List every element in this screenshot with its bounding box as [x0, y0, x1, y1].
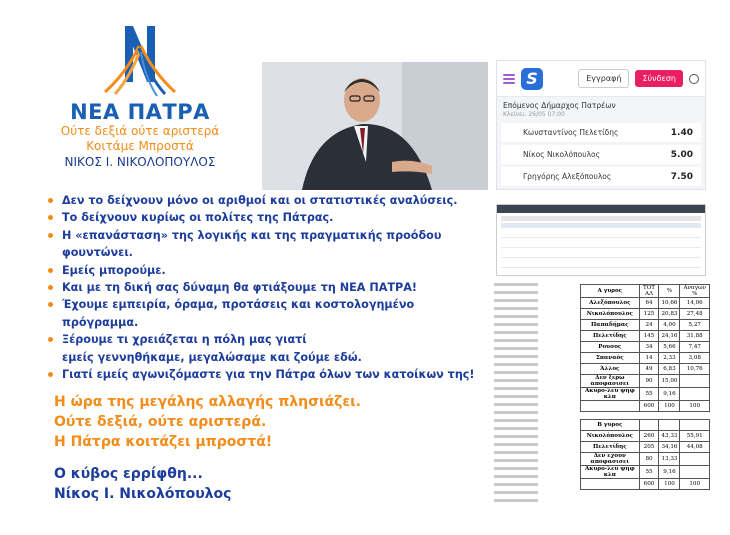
results-line — [501, 258, 701, 268]
cell: 31,88 — [680, 331, 710, 342]
search-icon[interactable] — [689, 74, 699, 84]
cell: Πελετίδης — [581, 331, 640, 342]
table-row — [581, 353, 710, 364]
bookmaker-logo-icon: S — [521, 68, 543, 90]
cell: 14 — [639, 353, 659, 364]
candidate-portrait-icon — [262, 62, 488, 190]
table-row — [581, 309, 710, 320]
cell: 145 — [639, 331, 659, 342]
cell — [581, 479, 640, 490]
message-bullets — [46, 192, 486, 383]
cell: Δεν ξερω αποφασισει — [581, 375, 640, 388]
odds-price: 7.50 — [670, 171, 693, 182]
cell: 7,47 — [680, 342, 710, 353]
odds-candidate: Γρηγόρης Αλεξόπουλος — [523, 172, 612, 181]
table-row — [581, 320, 710, 331]
table-row — [581, 388, 710, 401]
cell: 205 — [639, 442, 659, 453]
cell: Νικολόπουλος — [581, 431, 640, 442]
cell: Ακυρο-λευ ψηφ κλπ — [581, 466, 640, 479]
table-header-row — [581, 285, 710, 298]
odds-candidate: Νίκος Νικολόπουλος — [523, 150, 600, 159]
table-row — [581, 298, 710, 309]
cell: 3,08 — [680, 353, 710, 364]
cell: 49 — [639, 364, 659, 375]
cell: Νικολόπουλος — [581, 309, 640, 320]
register-button[interactable]: Εγγραφή — [578, 69, 629, 88]
table-row — [581, 364, 710, 375]
odds-row[interactable] — [501, 167, 701, 186]
table-row — [581, 401, 710, 412]
odds-candidate: Κωνσταντίνος Πελετίδης — [523, 128, 619, 137]
table-header: Αναγων % — [680, 285, 710, 298]
cell — [680, 453, 710, 466]
results-subbar — [501, 216, 701, 221]
cell: Ρουσος — [581, 342, 640, 353]
party-emblem-icon — [97, 18, 183, 98]
cell: 100 — [680, 401, 710, 412]
table-row — [581, 331, 710, 342]
bullet-item: Το δείχνουν κυρίως οι πολίτες της Πάτρας. — [46, 209, 486, 226]
closing-orange-line: Ούτε δεξιά, ούτε αριστερά. — [54, 414, 267, 430]
closing-orange-line: Η Πάτρα κοιτάζει μπροστά! — [54, 434, 273, 450]
cell: 5,27 — [680, 320, 710, 331]
cell: Σπαναός — [581, 353, 640, 364]
cell: 125 — [639, 309, 659, 320]
cell: 64 — [639, 298, 659, 309]
poll-table — [580, 284, 710, 490]
closing-blue-line: Ο κύβος ερρίφθη... — [54, 466, 203, 482]
table-row — [581, 342, 710, 353]
cell: 2,33 — [659, 353, 680, 364]
bullet-item: Ξέρουμε τι χρειάζεται η πόλη μας γιατί — [46, 331, 486, 348]
cell: 260 — [639, 431, 659, 442]
cell: 24,16 — [659, 331, 680, 342]
party-logo — [40, 18, 240, 178]
bullet-item: Δεν το δείχνουν μόνο οι αριθμοί και οι στατιστικές αναλύσεις. — [46, 192, 486, 209]
bullet-item: Γιατί εμείς αγωνιζόμαστε για την Πάτρα όλων των κατοίκων της! — [46, 366, 486, 383]
table-spacer — [581, 412, 710, 420]
menu-icon[interactable] — [503, 74, 515, 84]
odds-price: 5.00 — [670, 149, 693, 160]
cell: Ακυρο-λευ ψηφ κλπ — [581, 388, 640, 401]
results-thumbnail — [496, 204, 706, 276]
cell: 6,83 — [659, 364, 680, 375]
cell: 100 — [659, 401, 680, 412]
signature-line: Νίκος Ι. Νικολόπουλος — [54, 486, 232, 502]
cell: Δεν εχουν αποφασισει — [581, 453, 640, 466]
cell: 600 — [639, 479, 659, 490]
closing-orange-line: Η ώρα της μεγάλης αλλαγής πλησιάζει. — [54, 394, 361, 410]
results-line — [501, 238, 701, 248]
cell: Αλεξόπουλος — [581, 298, 640, 309]
cell — [680, 466, 710, 479]
cell — [581, 401, 640, 412]
table-row — [581, 431, 710, 442]
odds-row[interactable] — [501, 123, 701, 142]
closing-orange-block — [54, 392, 361, 452]
cell: 55,91 — [680, 431, 710, 442]
cell: 55 — [639, 388, 659, 401]
slogan-line-2: Κοιτάμε Μπροστά — [86, 139, 194, 153]
cell: 5,66 — [659, 342, 680, 353]
cell: 80 — [639, 453, 659, 466]
cell: 24 — [639, 320, 659, 331]
cell: 4,00 — [659, 320, 680, 331]
bullet-item: Έχουμε εμπειρία, όραμα, προτάσεις και κοστολογημένο πρόγραμμα. — [46, 296, 486, 331]
cell: Παπαδήμας — [581, 320, 640, 331]
candidate-photo — [262, 62, 488, 190]
cell: 55 — [639, 466, 659, 479]
cell: 44,08 — [680, 442, 710, 453]
table-row — [581, 442, 710, 453]
table-row — [581, 420, 710, 431]
login-button[interactable]: Σύνδεση — [635, 70, 683, 87]
results-header-bar — [497, 205, 705, 213]
cell — [680, 388, 710, 401]
cell: Άλλος — [581, 364, 640, 375]
round-b-label: Β γυρος — [581, 420, 640, 431]
cell: 13,33 — [659, 453, 680, 466]
cell: 90 — [639, 375, 659, 388]
table-header: Α γυρος — [581, 285, 640, 298]
results-line — [501, 228, 701, 238]
table-row — [581, 375, 710, 388]
cell: 34 — [639, 342, 659, 353]
table-row — [581, 453, 710, 466]
table-row — [581, 466, 710, 479]
cell: 9,16 — [659, 388, 680, 401]
closing-blue-block — [54, 464, 231, 504]
betting-odds-screenshot — [496, 60, 706, 190]
cell: 100 — [659, 479, 680, 490]
cell: 43,33 — [659, 431, 680, 442]
results-line — [501, 248, 701, 258]
cell: 600 — [639, 401, 659, 412]
leader-name: ΝΙΚΟΣ Ι. ΝΙΚΟΛΟΠΟΥΛΟΣ — [64, 155, 216, 169]
odds-row[interactable] — [501, 145, 701, 164]
cell: 10,76 — [680, 364, 710, 375]
table-row — [581, 479, 710, 490]
slogan-line-1: Ούτε δεξιά ούτε αριστερά — [60, 124, 220, 138]
odds-price: 1.40 — [670, 127, 693, 138]
cell: 34,16 — [659, 442, 680, 453]
table-header: % — [659, 285, 680, 298]
table-header: ΤΟΤ ΑΛ — [639, 285, 659, 298]
bullet-item: Η «επανάσταση» της λογικής και της πραγματικής προόδου φουντώνει. — [46, 227, 486, 262]
cell: 9,16 — [659, 466, 680, 479]
cell: 10,66 — [659, 298, 680, 309]
cell: 15,00 — [659, 375, 680, 388]
cell: 27,48 — [680, 309, 710, 320]
betting-header — [497, 61, 705, 97]
cell: 14,06 — [680, 298, 710, 309]
bullet-item-continuation: εμείς γεννηθήκαμε, μεγαλώσαμε και ζούμε εδώ. — [62, 350, 362, 364]
party-name: ΝΕΑ ΠΑΤΡΑ — [70, 100, 210, 124]
cell: 100 — [680, 479, 710, 490]
market-title: Επόμενος Δήμαρχος Πατρέων — [503, 101, 616, 110]
bullet-item: Και με τη δική σας δύναμη θα φτιάξουμε τη ΝΕΑ ΠΑΤΡΑ! — [46, 279, 486, 296]
cell: 20,83 — [659, 309, 680, 320]
scanned-poll-sheet — [494, 283, 538, 513]
cell: Πελετίδης — [581, 442, 640, 453]
bullet-item: Εμείς μπορούμε. — [46, 262, 486, 279]
market-subtitle: Κλείνει: 26/05 07:00 — [503, 111, 565, 118]
cell — [680, 375, 710, 388]
